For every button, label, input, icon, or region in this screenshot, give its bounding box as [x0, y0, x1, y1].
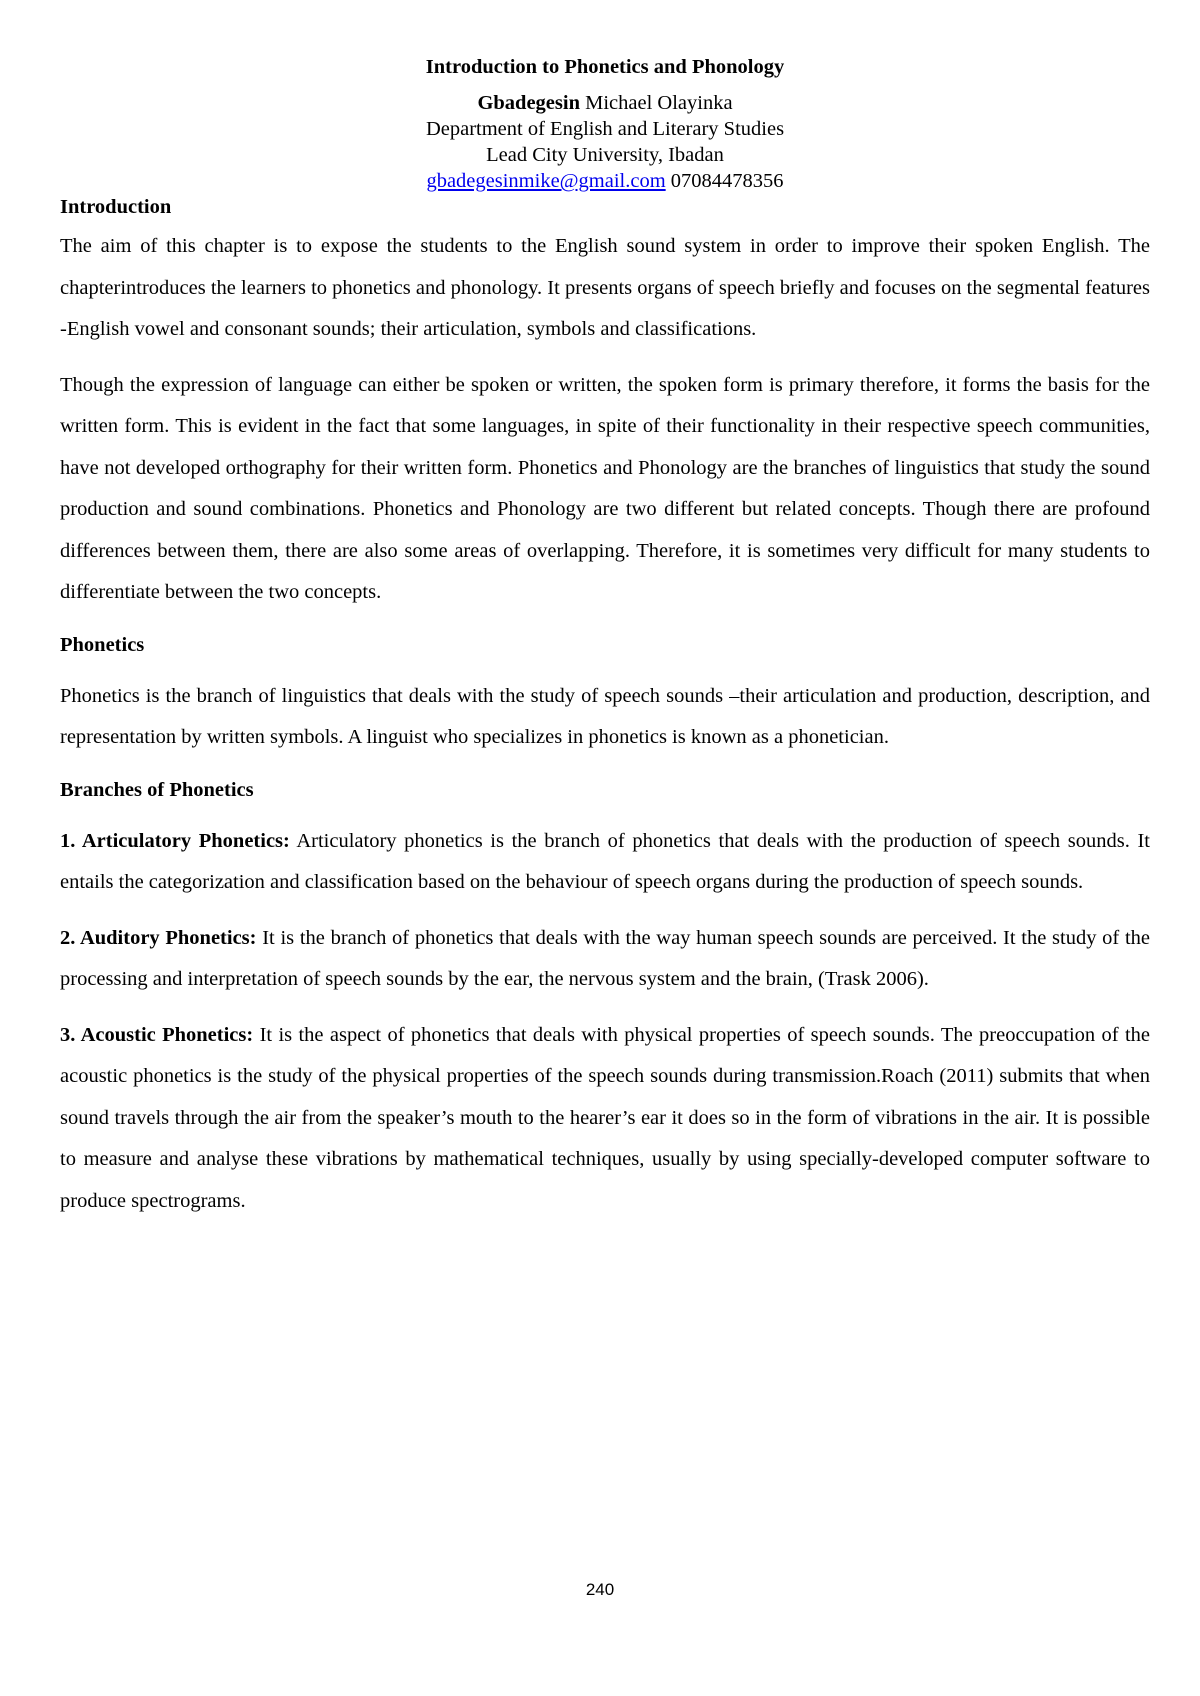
author-surname: Gbadegesin [477, 92, 580, 114]
university-line: Lead City University, Ibadan [486, 144, 724, 166]
branch-articulatory-text: Articulatory phonetics is the branch of phonetics that deals with the production of speech sounds. It entails the categorization and classification based on the behaviour of speech organs during the production of speech sounds. [60, 829, 1150, 893]
branch-acoustic-label: 3. Acoustic Phonetics: [60, 1023, 254, 1046]
email-link[interactable]: gbadegesinmike@gmail.com [426, 170, 666, 192]
introduction-paragraph-1: The aim of this chapter is to expose the students to the English sound system in order to improve their spoken English. The chapterintroduces the learners to phonetics and phonology. It presents organs of speech briefly and focuses on the segmental features -English vowel and consonant sounds; their articulation, symbols and classifications. [60, 235, 1150, 340]
department-line: Department of English and Literary Studies [425, 118, 785, 140]
author-line [60, 90, 1150, 116]
phonetics-paragraph: Phonetics is the branch of linguistics that deals with the study of speech sounds –their articulation and production, description, and representation by written symbols. A linguist who specializes in phonetics is known as a phonetician. [60, 684, 1150, 748]
branch-acoustic [60, 1015, 1150, 1223]
branch-articulatory [60, 821, 1150, 904]
author-given-names: Michael Olayinka [579, 92, 733, 114]
branch-auditory-text: It is the branch of phonetics that deals with the way human speech sounds are perceived. It the study of the processing and interpretation of speech sounds by the ear, the nervous system and the brain, (Trask 2006). [60, 926, 1150, 990]
branch-acoustic-text: It is the aspect of phonetics that deals with physical properties of speech sounds. The preoccupation of the acoustic phonetics is the study of the physical properties of the speech sounds during transmission.Roach (2011) submits that when sound travels through the air from the speaker’s mouth to the hearer’s ear it does so in the form of vibrations in the air. It is possible to measure and analyse these vibrations by mathematical techniques, usually by using specially-developed computer software to produce spectrograms. [60, 1023, 1150, 1212]
phonetics-heading: Phonetics [60, 633, 145, 656]
document-header [60, 54, 1150, 194]
document-title: Introduction to Phonetics and Phonology [425, 56, 785, 78]
branch-auditory-label: 2. Auditory Phonetics: [60, 926, 257, 949]
contact-line [60, 168, 1150, 194]
phone-number: 07084478356 [665, 170, 784, 192]
page-number: 240 [585, 1580, 615, 1599]
introduction-heading: Introduction [60, 196, 172, 218]
branch-articulatory-label: 1. Articulatory Phonetics: [60, 829, 290, 852]
branches-heading: Branches of Phonetics [60, 778, 254, 801]
document-page [60, 54, 1150, 1222]
branch-auditory [60, 918, 1150, 1001]
introduction-paragraph-2: Though the expression of language can either be spoken or written, the spoken form is primary therefore, it forms the basis for the written form. This is evident in the fact that some languages, in spite of their functionality in their respective speech communities, have not developed orthography for their written form. Phonetics and Phonology are the branches of linguistics that study the sound production and sound combinations. Phonetics and Phonology are two different but related concepts. Though there are profound differences between them, there are also some areas of overlapping. Therefore, it is sometimes very difficult for many students to differentiate between the two concepts. [60, 373, 1150, 603]
